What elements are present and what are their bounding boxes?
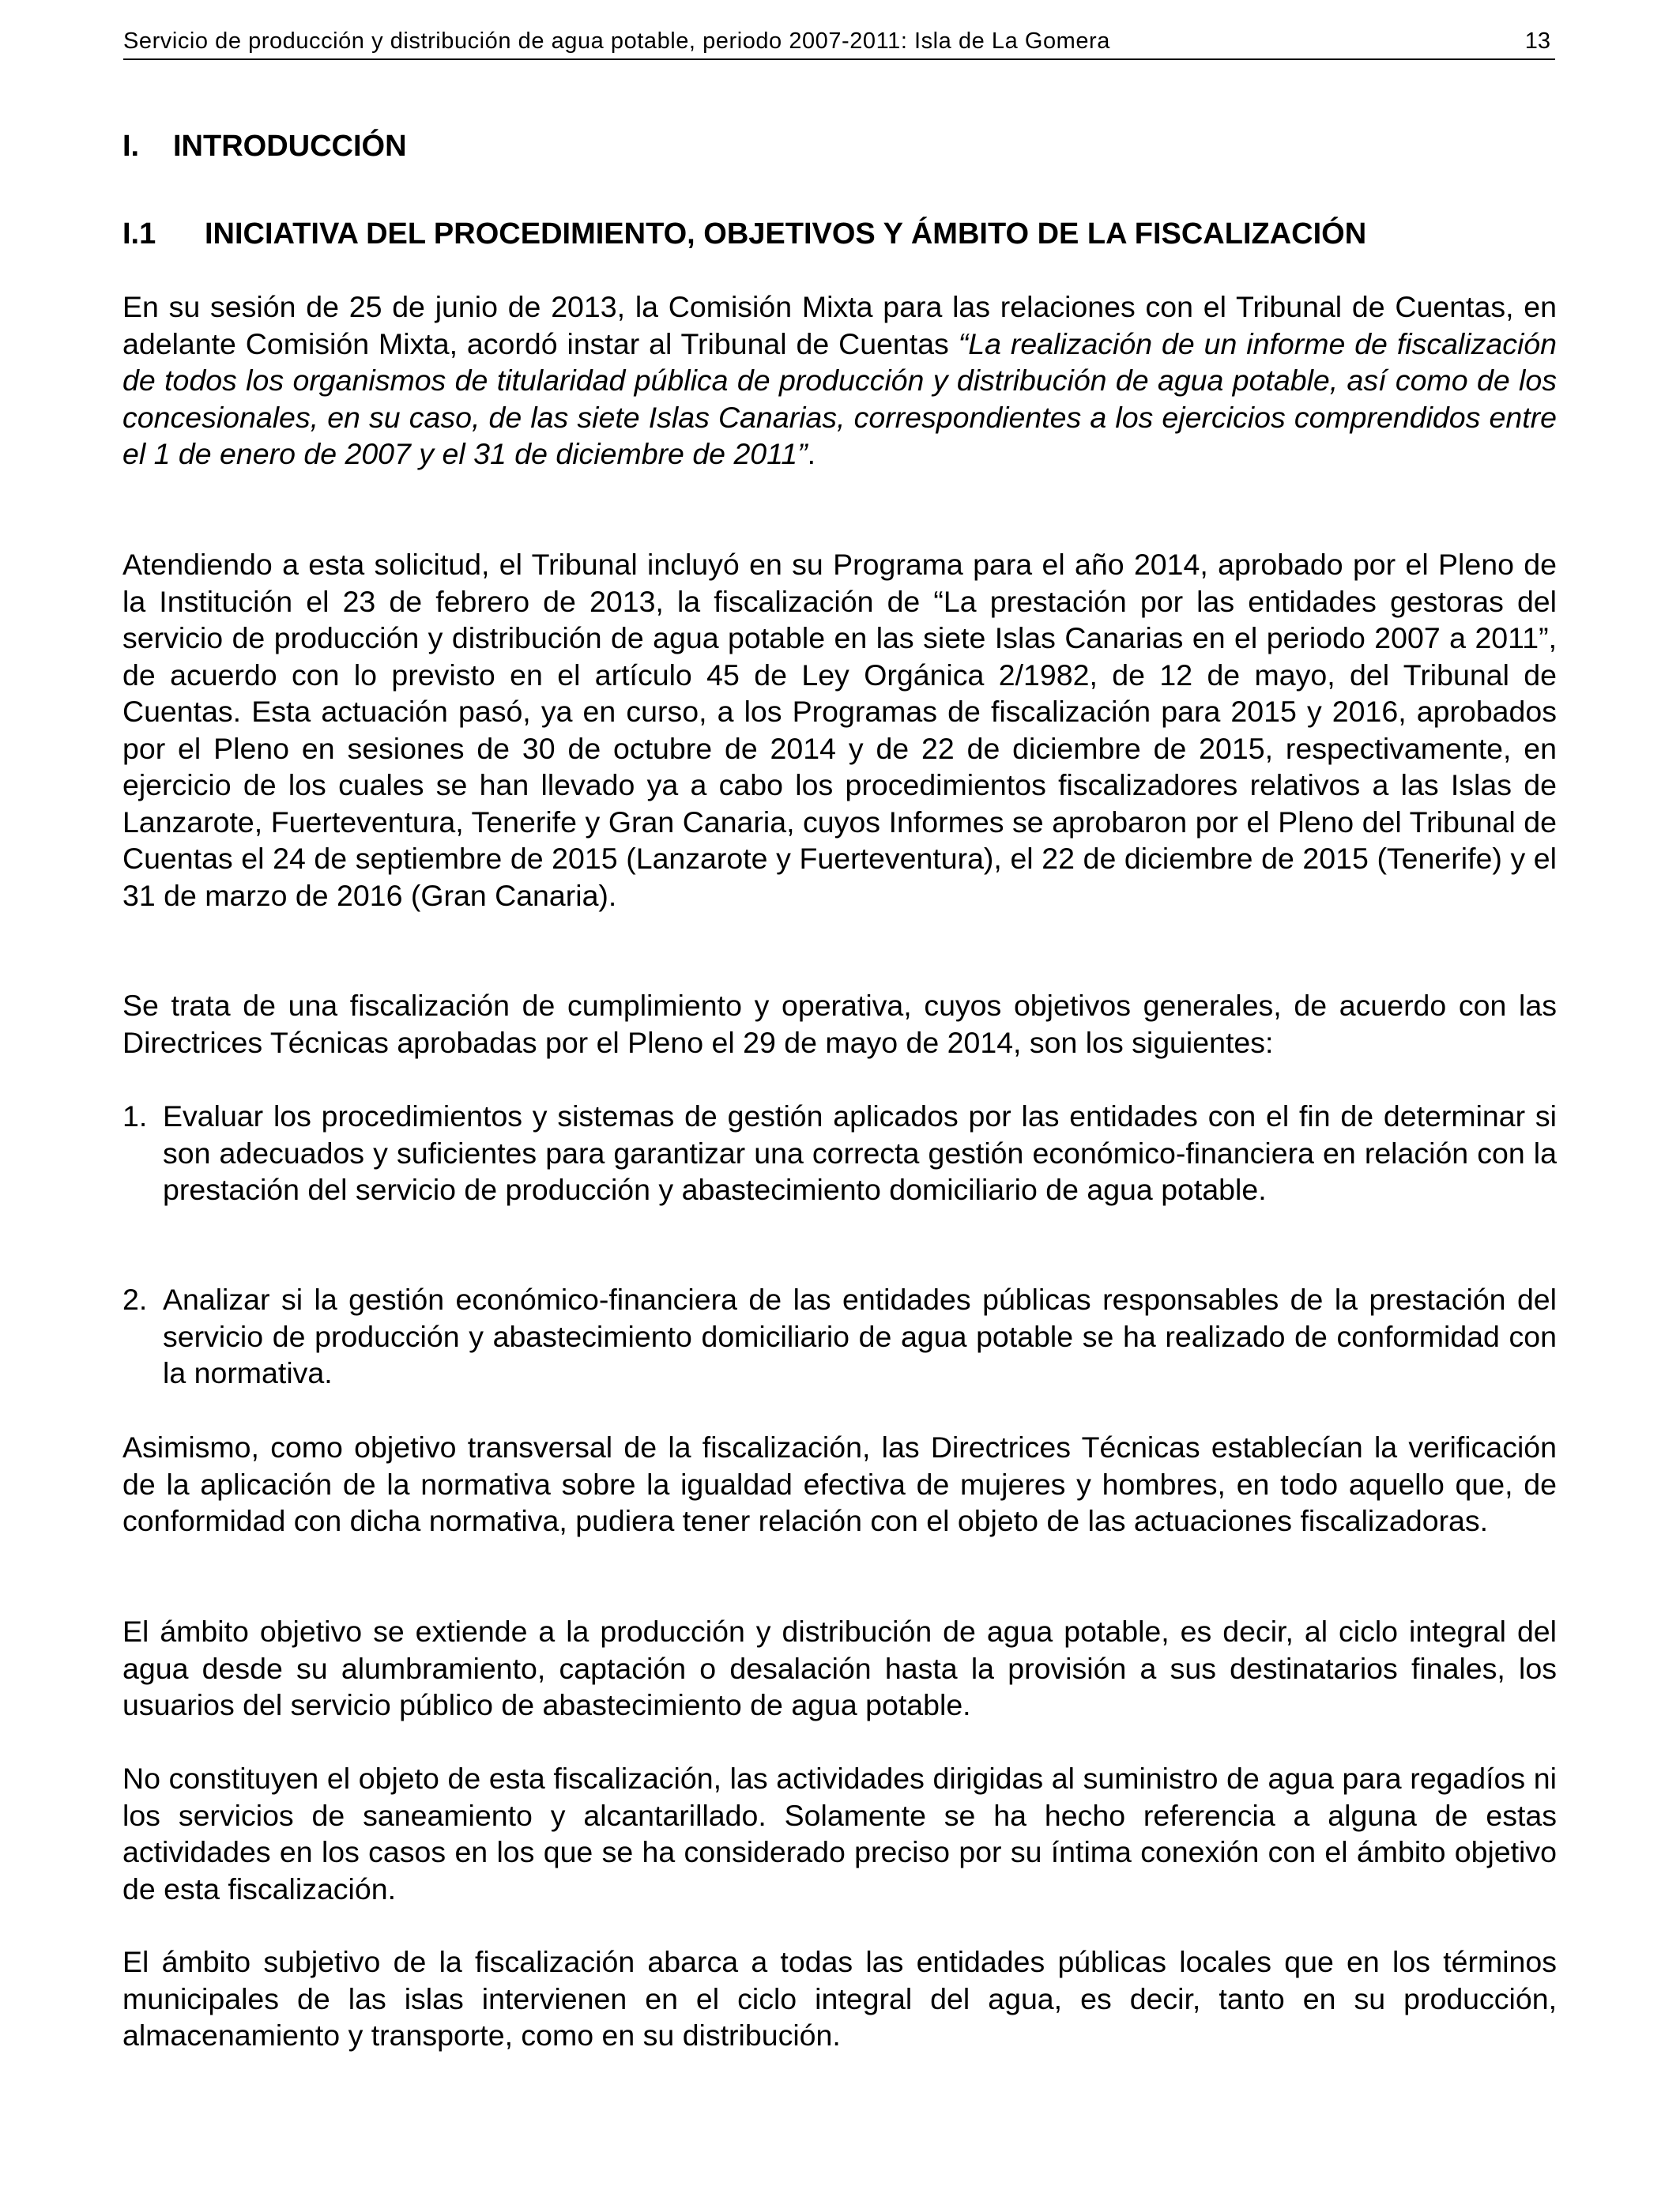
commission-request-quote: “La realización de un informe de fiscalización de todos los organismos de titularidad pública de producción y distribución de agua potable, así como de los concesionales, en su caso, de las siete Islas Canarias, correspondientes a los ejercicios comprendidos entre el 1 de enero de 2007 y el 31 de diciembre de 2011”	[122, 326, 1557, 470]
paragraph-objective-scope: El ámbito objetivo se extiende a la producción y distribución de agua potable, es decir, al ciclo integral del agua desde su alumbramiento, captación o desalación hasta la provisión a sus destinatarios finales, los usuarios del servicio público de abastecimiento de agua potable.	[122, 1615, 1557, 1721]
page-number: 13	[1524, 28, 1550, 54]
objective-text: Evaluar los procedimientos y sistemas de gestión aplicados por las entidades con el fin de determinar si son adecuados y suficientes para garantizar una correcta gestión económico-financiera en relación con la prestación del servicio de producción y abastecimiento domiciliario de agua potable.	[163, 1099, 1557, 1206]
paragraph-transversal-objective: Asimismo, como objetivo transversal de la fiscalización, las Directrices Técnicas establecían la verificación de la aplicación de la normativa sobre la igualdad efectiva de mujeres y hombres, en todo aquello que, de conformidad con dicha normativa, pudiera tener relación con el objeto de las actuaciones fiscalizadoras.	[122, 1431, 1557, 1537]
header-title: Servicio de producción y distribución de agua potable, periodo 2007-2011: Isla de La Gomera	[123, 28, 1110, 54]
paragraph-commission-request-text: En su sesión de 25 de junio de 2013, la Comisión Mixta para las relaciones con el Tribunal de Cuentas, en adelante Comisión Mixta, acordó instar al Tribunal de Cuentas	[122, 290, 1557, 360]
section-title	[122, 124, 407, 168]
page-header	[123, 24, 1555, 60]
paragraph-exclusions: No constituyen el objeto de esta fiscalización, las actividades dirigidas al suministro de agua para regadíos ni los servicios de saneamiento y alcantarillado. Solamente se ha hecho referencia a alguna de estas actividades en los casos en los que se ha considerado preciso por su íntima conexión con el ámbito objetivo de esta fiscalización.	[122, 1762, 1557, 1906]
objective-text: Analizar si la gestión económico-financiera de las entidades públicas responsables de la prestación del servicio de producción y abastecimiento domiciliario de agua potable se ha realizado de conformidad con la normativa.	[163, 1283, 1557, 1389]
section-number: I.	[122, 130, 140, 163]
subsection-number: I.1	[122, 217, 156, 251]
section-title-text: INTRODUCCIÓN	[173, 130, 407, 163]
paragraph-commission-request-end: .	[807, 437, 816, 470]
paragraph-objectives-intro: Se trata de una fiscalización de cumplimiento y operativa, cuyos objetivos generales, de acuerdo con las Directrices Técnicas aprobadas por el Pleno el 29 de mayo de 2014, son los siguientes:	[122, 989, 1557, 1059]
paragraph-program-inclusion: Atendiendo a esta solicitud, el Tribunal incluyó en su Programa para el año 2014, aprobado por el Pleno de la Institución el 23 de febrero de 2013, la fiscalización de “La prestación por las entidades gestoras del servicio de producción y distribución de agua potable en las siete Islas Canarias en el periodo 2007 a 2011”, de acuerdo con lo previsto en el artículo 45 de Ley Orgánica 2/1982, de 12 de mayo, del Tribunal de Cuentas. Esta actuación pasó, ya en curso, a los Programas de fiscalización para 2015 y 2016, aprobados por el Pleno en sesiones de 30 de octubre de 2014 y de 22 de diciembre de 2015, respectivamente, en ejercicio de los cuales se han llevado ya a cabo los procedimientos fiscalizadores relativos a las Islas de Lanzarote, Fuerteventura, Tenerife y Gran Canaria, cuyos Informes se aprobaron por el Pleno del Tribunal de Cuentas el 24 de septiembre de 2015 (Lanzarote y Fuerteventura), el 22 de diciembre de 2015 (Tenerife) y el 31 de marzo de 2016 (Gran Canaria).	[122, 548, 1557, 912]
paragraph-subjective-scope: El ámbito subjetivo de la fiscalización abarca a todas las entidades públicas locales que en los términos municipales de las islas intervienen en el ciclo integral del agua, es decir, tanto en su producción, almacenamiento y transporte, como en su distribución.	[122, 1945, 1557, 2052]
objective-number: 1.	[122, 1099, 148, 1133]
objective-number: 2.	[122, 1283, 148, 1316]
objective-item	[122, 1098, 1557, 1208]
paragraph-commission-request	[122, 288, 1557, 473]
subsection-title-text: INICIATIVA DEL PROCEDIMIENTO, OBJETIVOS Y ÁMBITO DE LA FISCALIZACIÓN	[205, 217, 1367, 251]
subsection-title	[122, 212, 1366, 256]
objective-item	[122, 1281, 1557, 1392]
